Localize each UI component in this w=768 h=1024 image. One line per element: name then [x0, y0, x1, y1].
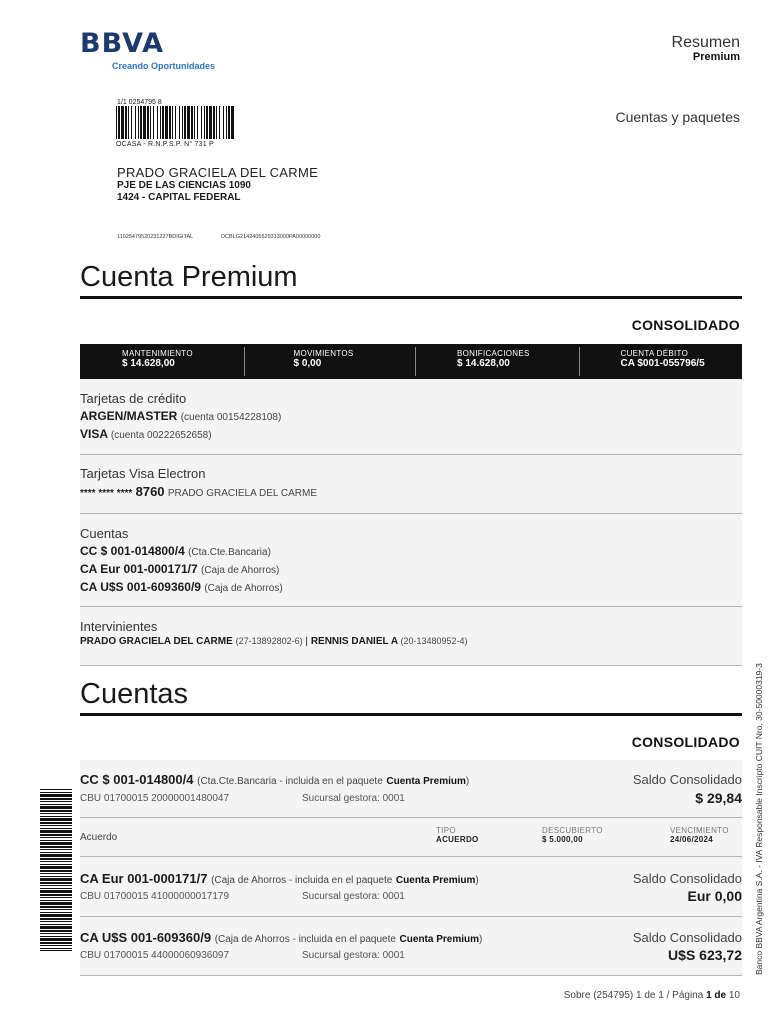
- page-of: de: [714, 990, 727, 1001]
- barcode-bar: [187, 106, 190, 139]
- summary-cuenta-debito: [579, 344, 743, 379]
- visa-electron-title: Tarjetas Visa Electron: [80, 466, 206, 481]
- address-line-1: PJE DE LAS CIENCIAS 1090: [117, 180, 251, 191]
- barcode-caption: OCASA - R.N.P.S.P. N° 731 P: [116, 141, 214, 148]
- account-note-end: ): [465, 776, 470, 787]
- card-name: VISA: [80, 427, 108, 441]
- intervinientes-title: Intervinientes: [80, 619, 158, 634]
- side-barcode-bar: [40, 846, 72, 848]
- side-barcode-bar: [40, 942, 72, 944]
- col-header: TIPO: [436, 826, 456, 835]
- intervinientes-list: [80, 636, 742, 647]
- barcode-bar: [160, 106, 161, 139]
- barcode-bar: [121, 106, 124, 139]
- side-barcode-bar: [40, 816, 72, 817]
- card-name: ARGEN/MASTER: [80, 409, 178, 423]
- account-number: CA Eur 001-000171/7: [80, 562, 198, 576]
- barcode-bar: [231, 106, 234, 139]
- credit-card-item: [80, 408, 742, 426]
- side-barcode-bar: [40, 798, 72, 800]
- side-barcode-bar: [40, 897, 72, 898]
- recipient-name: PRADO GRACIELA DEL CARME: [117, 165, 319, 180]
- cuentas-title: Cuentas: [80, 526, 129, 541]
- barcode-bar: [165, 106, 168, 139]
- account-number: CA Eur 001-000171/7: [80, 871, 208, 886]
- barcode-bar: [150, 106, 151, 139]
- account-branch: Sucursal gestora: 0001: [302, 891, 405, 902]
- card-account: (cuenta 00154228108): [180, 412, 282, 423]
- barcode-bar: [118, 106, 120, 139]
- cuenta-item: [80, 543, 742, 561]
- barcode-bar: [172, 106, 173, 139]
- side-barcode-bar: [40, 810, 72, 812]
- side-barcode-bar: [40, 801, 72, 802]
- acuerdo-tipo: [436, 826, 479, 844]
- side-barcode-bar: [40, 948, 72, 949]
- side-barcode-bar: [40, 825, 72, 826]
- col-header: DESCUBIERTO: [542, 826, 603, 835]
- side-barcode-bar: [40, 882, 72, 884]
- card-account: (cuenta 00222652658): [110, 430, 212, 441]
- side-barcode-bar: [40, 822, 72, 824]
- side-barcode-bar: [40, 870, 72, 872]
- side-barcode-bar: [40, 818, 72, 821]
- side-barcode-bar: [40, 876, 72, 877]
- barcode-bar: [157, 106, 158, 139]
- col-value: 24/06/2024: [670, 835, 714, 844]
- account-note-end: ): [475, 875, 479, 886]
- consolidado-label: CONSOLIDADO: [631, 734, 740, 750]
- acuerdo-label: Acuerdo: [80, 832, 118, 843]
- section-label: Cuentas y paquetes: [615, 109, 740, 125]
- package-name: Cuenta Premium: [395, 875, 476, 886]
- account-note: (Caja de Ahorros - incluida en el paquete: [214, 934, 396, 945]
- routing-codes: [117, 234, 346, 240]
- barcode-bar: [226, 106, 227, 139]
- account-note: (Cta.Cte.Bancaria - incluida en el paquete: [197, 776, 383, 787]
- col-value: ACUERDO: [436, 835, 479, 844]
- side-barcode-bar: [40, 930, 72, 932]
- barcode-bar: [206, 106, 208, 139]
- side-barcode-bar: [40, 866, 72, 869]
- credit-cards-section: [80, 379, 742, 455]
- section-divider: [80, 713, 742, 716]
- side-barcode-bar: [40, 894, 72, 896]
- side-barcode-bar: [40, 828, 72, 829]
- account-row: [80, 917, 742, 976]
- barcode-bar: [128, 106, 129, 139]
- barcode-bar: [179, 106, 180, 139]
- side-barcode-bar: [40, 854, 72, 857]
- col-header: VENCIMIENTO: [670, 826, 729, 835]
- separator: |: [305, 636, 309, 647]
- side-barcode-bar: [40, 858, 72, 860]
- resumen-subtitle: Premium: [692, 51, 740, 63]
- summary-bonificaciones: [415, 344, 579, 379]
- barcode-bar: [138, 106, 139, 139]
- barcode-bar: [143, 106, 146, 139]
- statement-type: [672, 34, 740, 63]
- account-type: (Caja de Ahorros): [200, 565, 280, 576]
- routing-code-left: 11025479520231227BDIGITAL: [117, 234, 194, 240]
- summary-label: MANTENIMIENTO: [122, 349, 193, 358]
- card-holder: PRADO GRACIELA DEL CARME: [167, 488, 317, 499]
- side-barcode-bar: [40, 906, 72, 908]
- package-name: Cuenta Premium: [399, 934, 480, 945]
- side-barcode-bar: [40, 794, 72, 797]
- saldo-value: Eur 0,00: [687, 888, 742, 904]
- side-barcode-bar: [40, 936, 72, 937]
- side-barcode-bar: [40, 806, 72, 809]
- visa-electron-item: [80, 483, 742, 502]
- barcode-bar: [140, 106, 142, 139]
- package-details: [80, 379, 742, 666]
- cuentas-section: [80, 514, 742, 607]
- side-barcode-bar: [40, 912, 72, 913]
- barcode-bar: [125, 106, 127, 139]
- side-barcode-bar: [40, 837, 72, 838]
- side-barcode-bar: [40, 900, 72, 901]
- saldo-label: Saldo Consolidado: [632, 772, 742, 787]
- barcode-bar: [135, 106, 136, 139]
- logo-wordmark: BBVA: [80, 28, 165, 59]
- account-number: CA U$S 001-609360/9: [80, 930, 212, 945]
- account-row: [80, 857, 742, 917]
- barcode-bar: [194, 106, 195, 139]
- side-barcode-bar: [40, 926, 72, 929]
- side-barcode: [40, 789, 72, 951]
- envelope-pages: 1 de 1 / Página: [636, 990, 704, 1001]
- barcode-bar: [209, 106, 212, 139]
- summary-bar: [80, 344, 742, 379]
- acuerdo-descubierto: [542, 826, 603, 844]
- side-barcode-bar: [40, 804, 72, 805]
- holder-cuit: (27-13892802-6): [235, 636, 303, 646]
- cuentas-section-title: Cuentas: [80, 678, 189, 710]
- barcode-code: 1/1 0254795 8: [117, 99, 162, 106]
- barcode-bar: [191, 106, 193, 139]
- intervinientes-section: [80, 607, 742, 666]
- account-branch: Sucursal gestora: 0001: [302, 793, 405, 804]
- side-barcode-bar: [40, 924, 72, 925]
- account-note-end: ): [479, 934, 483, 945]
- bbva-logo: [80, 28, 215, 71]
- address-line-2: 1424 - CAPITAL FEDERAL: [117, 192, 241, 203]
- card-last4: 8760: [135, 484, 165, 499]
- barcode-bar: [153, 106, 154, 139]
- side-barcode-bar: [40, 849, 72, 850]
- saldo-value: U$S 623,72: [668, 947, 742, 963]
- side-barcode-bar: [40, 938, 72, 941]
- account-number: CA U$S 001-609360/9: [80, 580, 201, 594]
- holder-name: RENNIS DANIEL A: [310, 636, 398, 647]
- side-barcode-bar: [40, 789, 72, 790]
- side-barcode-bar: [40, 890, 72, 893]
- envelope-number: Sobre (254795): [563, 990, 634, 1001]
- holder-cuit: (20-13480952-4): [400, 636, 468, 646]
- side-barcode-bar: [40, 909, 72, 910]
- barcode-bar: [147, 106, 149, 139]
- account-number: CC $ 001-014800/4: [80, 772, 194, 787]
- mail-barcode: [116, 106, 234, 139]
- account-branch: Sucursal gestora: 0001: [302, 950, 405, 961]
- barcode-bar: [182, 106, 183, 139]
- side-barcode-bar: [40, 852, 72, 853]
- acuerdo-row: [80, 818, 742, 857]
- saldo-label: Saldo Consolidado: [632, 930, 742, 945]
- summary-label: MOVIMIENTOS: [293, 349, 354, 358]
- summary-mantenimiento: [80, 344, 244, 379]
- side-barcode-bar: [40, 888, 72, 889]
- page-footer: [564, 990, 740, 1001]
- side-barcode-bar: [40, 861, 72, 862]
- accounts-list: [80, 760, 742, 976]
- barcode-bar: [228, 106, 230, 139]
- side-barcode-bar: [40, 813, 72, 814]
- logo-tagline: Creando Oportunidades: [112, 61, 216, 71]
- side-barcode-bar: [40, 834, 72, 836]
- side-barcode-bar: [40, 830, 72, 833]
- side-barcode-bar: [40, 902, 72, 905]
- account-title: [80, 871, 479, 886]
- acuerdo-vencimiento: [670, 826, 729, 844]
- barcode-bar: [213, 106, 215, 139]
- barcode-bar: [169, 106, 171, 139]
- summary-label: CUENTA DÉBITO: [620, 349, 689, 358]
- col-value: $ 5.000,00: [542, 835, 583, 844]
- masked-card-number: **** **** ****: [80, 488, 133, 499]
- credit-cards-title: Tarjetas de crédito: [80, 391, 187, 406]
- account-cbu: CBU 01700015 20000001480047: [80, 793, 230, 804]
- resumen-title: Resumen: [671, 34, 740, 51]
- routing-code-right: OCBLG2142405529313000PA00000000: [220, 234, 321, 240]
- account-row: [80, 760, 742, 818]
- barcode-bar: [162, 106, 164, 139]
- barcode-bar: [216, 106, 217, 139]
- side-barcode-bar: [40, 792, 72, 793]
- barcode-bar: [223, 106, 224, 139]
- side-barcode-bar: [40, 885, 72, 886]
- cuenta-item: [80, 579, 742, 597]
- visa-electron-section: [80, 455, 742, 514]
- side-barcode-bar: [40, 945, 72, 946]
- barcode-bar: [131, 106, 132, 139]
- barcode-bar: [204, 106, 205, 139]
- saldo-value: $ 29,84: [695, 790, 742, 806]
- side-barcode-bar: [40, 950, 72, 951]
- account-cbu: CBU 01700015 41000000017179: [80, 891, 230, 902]
- total-pages: 10: [728, 990, 740, 1001]
- barcode-bar: [197, 106, 198, 139]
- barcode-bar: [184, 106, 186, 139]
- account-type: (Caja de Ahorros): [204, 583, 283, 594]
- account-number: CC $ 001-014800/4: [80, 544, 185, 558]
- summary-value: $ 14.628,00: [122, 358, 175, 369]
- side-barcode-bar: [40, 840, 72, 841]
- barcode-bar: [201, 106, 202, 139]
- side-barcode-bar: [40, 921, 72, 922]
- current-page: 1: [706, 990, 712, 1001]
- summary-label: BONIFICACIONES: [457, 349, 530, 358]
- barcode-bar: [175, 106, 176, 139]
- summary-value: $ 14.628,00: [457, 358, 510, 369]
- side-barcode-bar: [40, 914, 72, 917]
- barcode-bar: [116, 106, 117, 139]
- consolidado-label: CONSOLIDADO: [631, 317, 740, 333]
- account-note: (Caja de Ahorros - incluida en el paquete: [211, 875, 393, 886]
- barcode-bar: [219, 106, 220, 139]
- account-title: [80, 930, 482, 945]
- side-barcode-bar: [40, 918, 72, 920]
- section-divider: [80, 296, 742, 299]
- legal-side-text: Banco BBVA Argentina S.A. - IVA Responsable Inscripto CUIT Nro. 30-50000319-3: [754, 663, 764, 975]
- holder-name: PRADO GRACIELA DEL CARME: [80, 636, 233, 647]
- side-barcode-bar: [40, 933, 72, 934]
- account-type: (Cta.Cte.Bancaria): [188, 547, 271, 558]
- side-barcode-bar: [40, 873, 72, 874]
- account-cbu: CBU 01700015 44000060936097: [80, 950, 230, 961]
- cuenta-item: [80, 561, 742, 579]
- side-barcode-bar: [40, 864, 72, 865]
- recipient-address: [117, 165, 318, 204]
- summary-movimientos: [244, 344, 416, 379]
- summary-value: CA $001-055796/5: [620, 358, 705, 369]
- summary-value: $ 0,00: [293, 358, 322, 369]
- saldo-label: Saldo Consolidado: [632, 871, 742, 886]
- side-barcode-bar: [40, 878, 72, 881]
- package-name: Cuenta Premium: [386, 776, 466, 787]
- account-title: [80, 772, 469, 787]
- cuenta-premium-title: Cuenta Premium: [80, 261, 298, 293]
- side-barcode-bar: [40, 842, 72, 845]
- credit-card-item: [80, 426, 742, 444]
